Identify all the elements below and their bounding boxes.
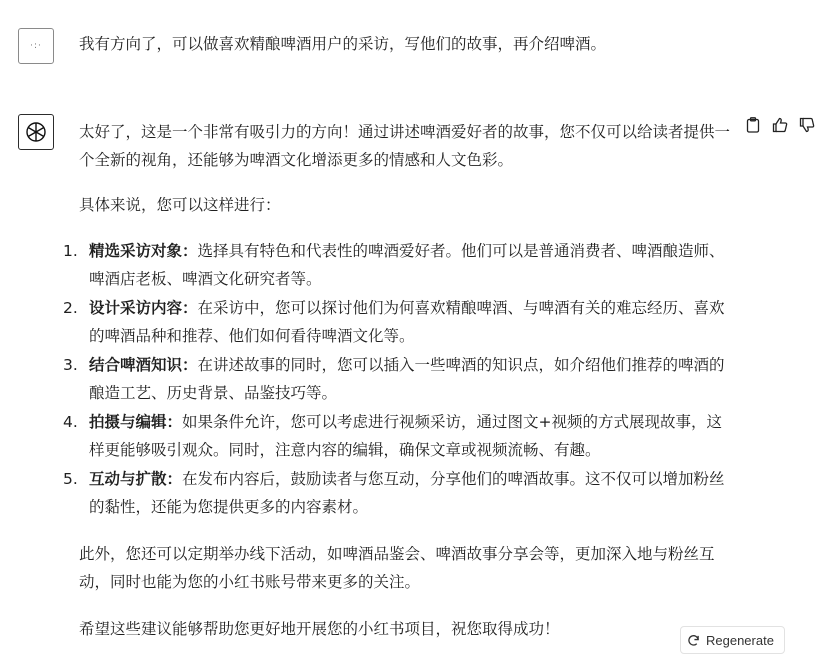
user-message-text: 我有方向了，可以做喜欢精酿啤酒用户的采访，写他们的故事，再介绍啤酒。 <box>79 35 607 53</box>
regenerate-button[interactable] <box>680 626 785 654</box>
steps-list <box>63 237 734 522</box>
step-title: 结合啤酒知识： <box>89 356 198 374</box>
step-title: 设计采访内容： <box>89 299 198 317</box>
assistant-intro: 太好了，这是一个非常有吸引力的方向！通过讲述啤酒爱好者的故事，您不仅可以给读者提供一个全新的视角，还能够为啤酒文化增添更多的情感和人文色彩。 <box>79 123 731 169</box>
user-avatar-icon: ·:· <box>18 28 54 64</box>
assistant-message <box>63 118 734 643</box>
openai-logo-icon <box>18 114 54 150</box>
regenerate-label: Regenerate <box>706 632 774 648</box>
list-number: 3. <box>63 356 78 374</box>
list-item <box>63 408 734 465</box>
list-number: 2. <box>63 299 78 317</box>
step-text: 在采访中，您可以探讨他们为何喜欢精酿啤酒、与啤酒有关的难忘经历、喜欢的啤酒品种和推荐、他们如何看待啤酒文化等。 <box>89 299 725 345</box>
list-item <box>63 351 734 408</box>
user-message-row <box>0 0 826 88</box>
step-title: 拍摄与编辑： <box>89 413 183 431</box>
assistant-lead: 具体来说，您可以这样进行： <box>79 196 281 214</box>
step-title: 互动与扩散： <box>89 470 183 488</box>
step-text: 在发布内容后，鼓励读者与您互动，分享他们的啤酒故事。这不仅可以增加粉丝的黏性，还能为您提供更多的内容素材。 <box>89 470 725 516</box>
list-item <box>63 237 734 294</box>
step-text: 如果条件允许，您可以考虑进行视频采访，通过图文+视频的方式展现故事，这样更能够吸引观众。同时，注意内容的编辑，确保文章或视频流畅、有趣。 <box>89 413 723 459</box>
message-actions <box>744 116 816 134</box>
assistant-extra: 此外，您还可以定期举办线下活动，如啤酒品鉴会、啤酒故事分享会等，更加深入地与粉丝互动，同时也能为您的小红书账号带来更多的关注。 <box>79 545 715 591</box>
step-title: 精选采访对象： <box>89 242 198 260</box>
list-number: 5. <box>63 470 78 488</box>
list-number: 4. <box>63 413 78 431</box>
thumbs-down-icon[interactable] <box>798 116 816 134</box>
clipboard-icon[interactable] <box>744 116 762 134</box>
refresh-icon <box>687 634 700 647</box>
thumbs-up-icon[interactable] <box>771 116 789 134</box>
step-text: 选择具有特色和代表性的啤酒爱好者。他们可以是普通消费者、啤酒酿造师、啤酒店老板、啤酒文化研究者等。 <box>89 242 725 288</box>
list-number: 1. <box>63 242 78 260</box>
assistant-final: 希望这些建议能够帮助您更好地开展您的小红书项目，祝您取得成功！ <box>79 620 560 638</box>
step-text: 在讲述故事的同时，您可以插入一些啤酒的知识点，如介绍他们推荐的啤酒的酿造工艺、历史背景、品鉴技巧等。 <box>89 356 725 402</box>
list-item <box>63 294 734 351</box>
list-item <box>63 465 734 522</box>
